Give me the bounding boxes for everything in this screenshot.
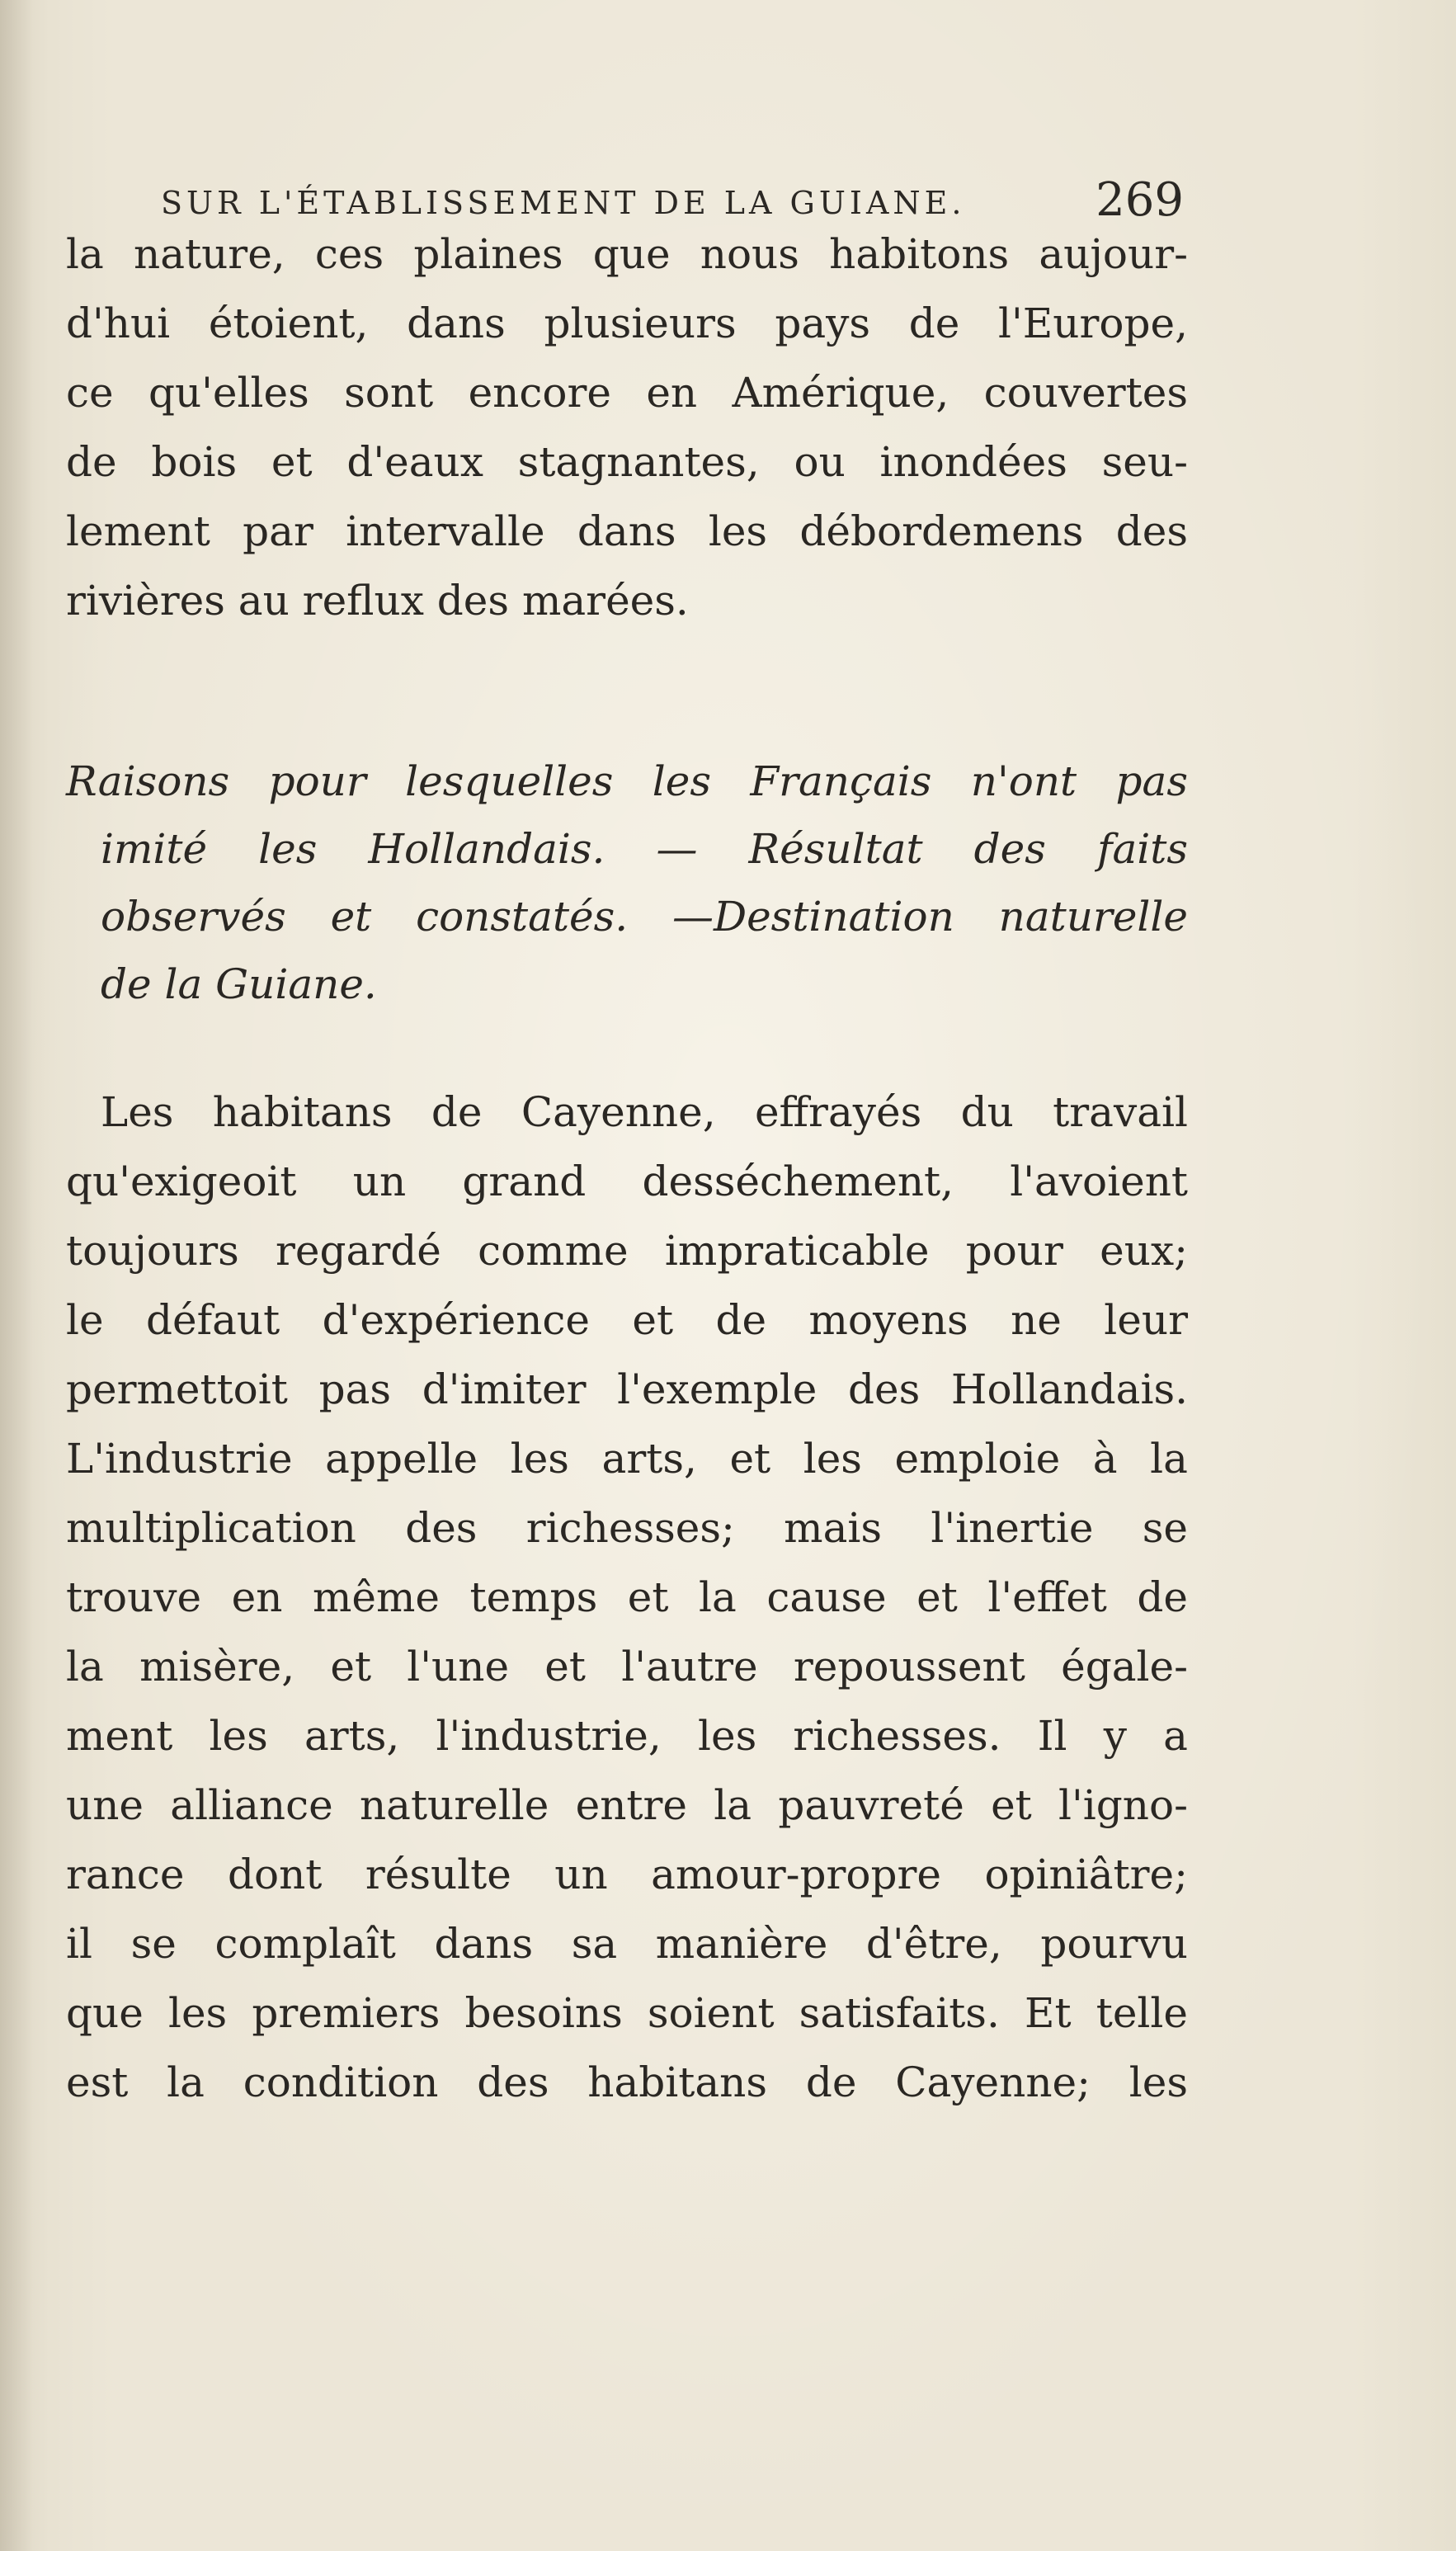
text-line: Les habitans de Cayenne, effrayés du travail bbox=[101, 1088, 1188, 1136]
text-line: ment les arts, l'industrie, les richesses. Il y a bbox=[66, 1712, 1188, 1760]
text-line: permettoit pas d'imiter l'exemple des Hollandais. bbox=[66, 1365, 1188, 1413]
text-line: d'hui étoient, dans plusieurs pays de l'Europe, bbox=[66, 299, 1188, 347]
page-number: 269 bbox=[1096, 173, 1184, 227]
text-line: il se complaît dans sa manière d'être, pourvu bbox=[66, 1920, 1188, 1968]
text-line: toujours regardé comme impraticable pour eux; bbox=[66, 1227, 1188, 1275]
heading-line: observés et constatés. —Destination naturelle bbox=[101, 893, 1188, 941]
text-line: que les premiers besoins soient satisfaits. Et telle bbox=[66, 1989, 1188, 2037]
section-heading bbox=[66, 747, 1188, 1018]
heading-line: de la Guiane. bbox=[101, 960, 377, 1008]
text-line: rance dont résulte un amour-propre opiniâtre; bbox=[66, 1851, 1188, 1898]
heading-line: imité les Hollandais. — Résultat des faits bbox=[101, 825, 1188, 873]
running-title: SUR L'ÉTABLISSEMENT DE LA GUIANE. bbox=[161, 185, 966, 221]
paragraph bbox=[66, 1077, 1188, 2117]
text-line: multiplication des richesses; mais l'inertie se bbox=[66, 1504, 1188, 1552]
text-line: L'industrie appelle les arts, et les emploie à la bbox=[66, 1435, 1188, 1483]
text-line: qu'exigeoit un grand desséchement, l'avoient bbox=[66, 1158, 1188, 1205]
gutter-shadow bbox=[0, 0, 33, 2551]
text-line: la nature, ces plaines que nous habitons aujour- bbox=[66, 230, 1188, 278]
text-line: de bois et d'eaux stagnantes, ou inondées seu- bbox=[66, 438, 1188, 486]
text-line: une alliance naturelle entre la pauvreté et l'igno- bbox=[66, 1781, 1188, 1829]
paragraph-continued bbox=[66, 219, 1188, 635]
text-line: ce qu'elles sont encore en Amérique, couvertes bbox=[66, 369, 1188, 417]
text-line: rivières au reflux des marées. bbox=[66, 577, 689, 625]
text-line: la misère, et l'une et l'autre repoussent égale- bbox=[66, 1643, 1188, 1690]
text-line: lement par intervalle dans les débordemens des bbox=[66, 507, 1188, 555]
text-line: est la condition des habitans de Cayenne; les bbox=[66, 2058, 1188, 2106]
text-line: le défaut d'expérience et de moyens ne leur bbox=[66, 1296, 1188, 1344]
heading-line: Raisons pour lesquelles les Français n'ont pas bbox=[66, 757, 1188, 805]
text-line: trouve en même temps et la cause et l'effet de bbox=[66, 1573, 1188, 1621]
